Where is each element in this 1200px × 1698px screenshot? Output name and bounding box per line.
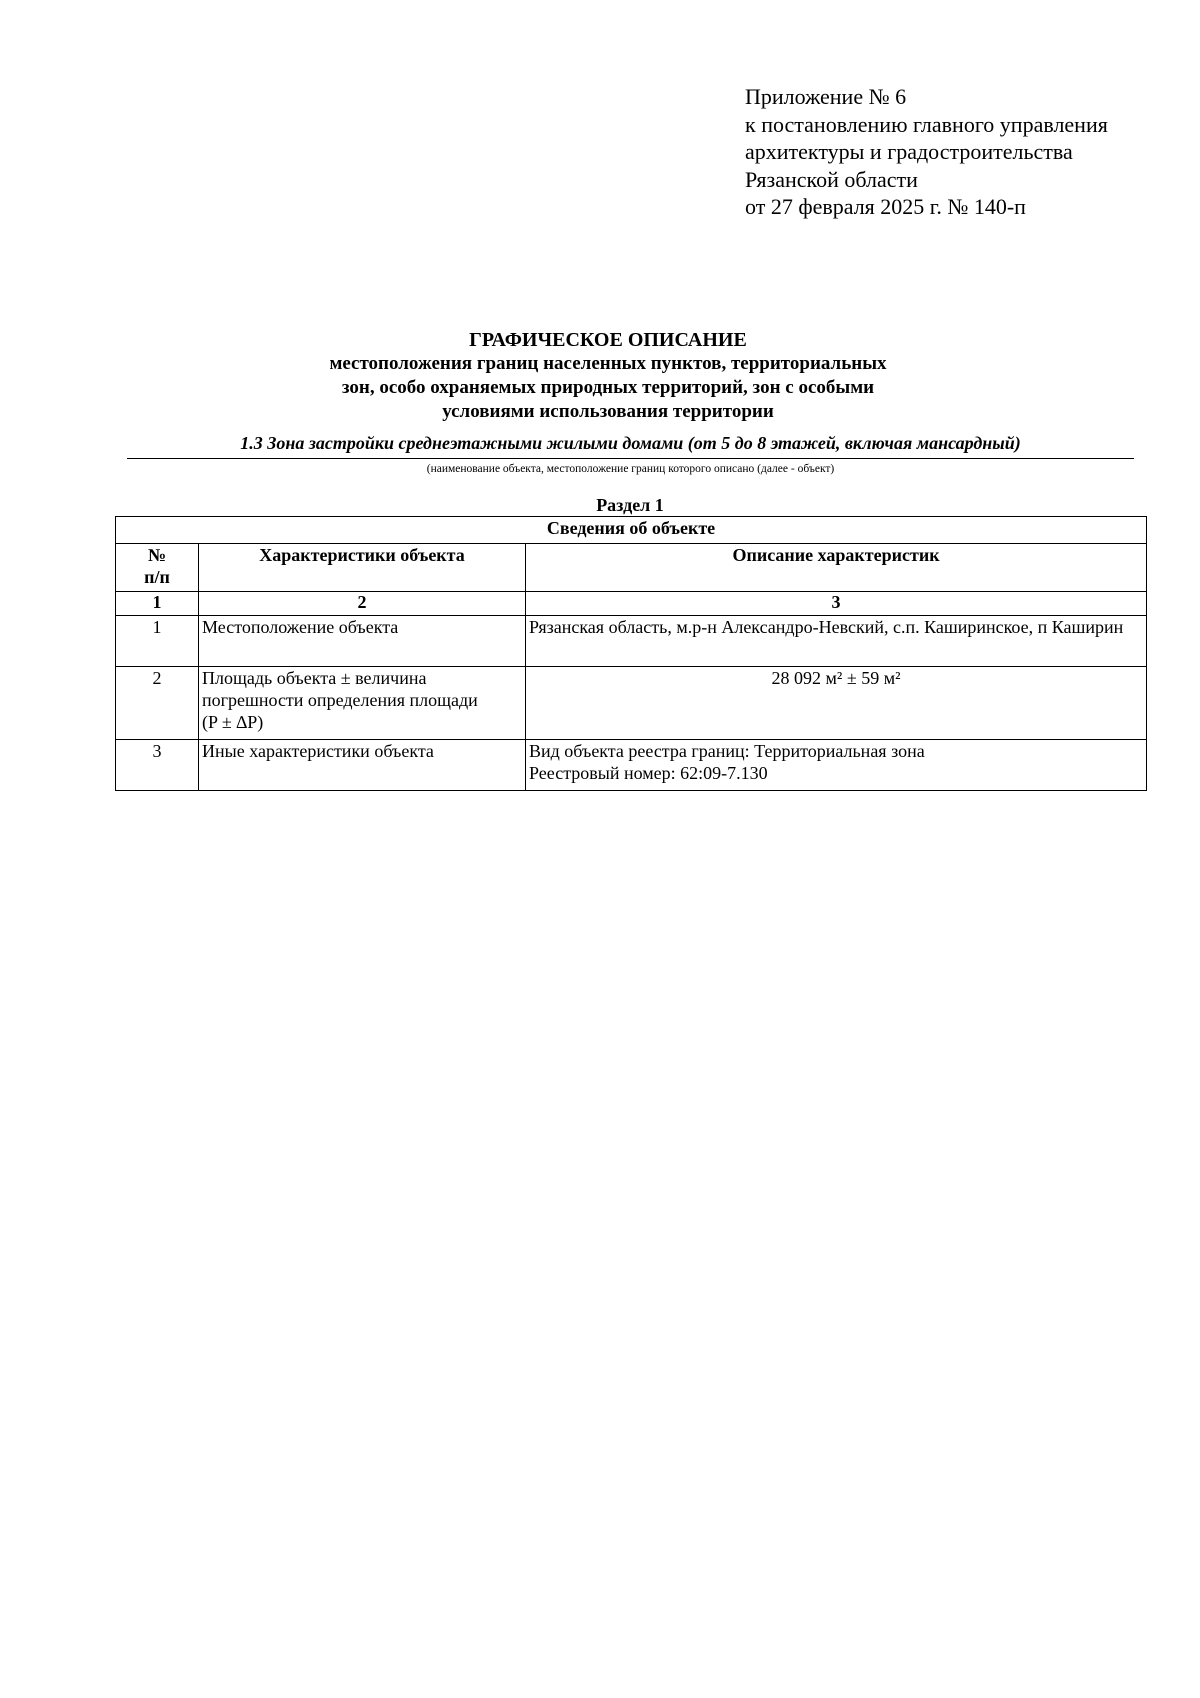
section-title: Раздел 1 bbox=[596, 495, 664, 515]
document-title-block bbox=[118, 328, 1098, 424]
header-characteristics: Характеристики объекта bbox=[199, 544, 526, 592]
table-row bbox=[116, 667, 1147, 740]
object-name: 1.3 Зона застройки среднеэтажными жилыми домами (от 5 до 8 этажей, включая мансардный) bbox=[240, 433, 1021, 453]
row-characteristic-line: Площадь объекта ± величина bbox=[202, 668, 427, 688]
header-num-line: № bbox=[147, 545, 167, 565]
object-name-underline bbox=[127, 458, 1134, 459]
header-num bbox=[116, 544, 199, 592]
column-number-row bbox=[116, 592, 1147, 616]
document-title: ГРАФИЧЕСКОЕ ОПИСАНИЕ bbox=[469, 329, 747, 351]
header-num-line: п/п bbox=[144, 567, 170, 587]
appendix-line: архитектуры и градостроительства bbox=[745, 139, 1073, 164]
document-subtitle-line: зон, особо охраняемых природных территорий, зон с особыми bbox=[341, 377, 875, 398]
object-info-table bbox=[115, 516, 1147, 791]
appendix-line: Приложение № 6 bbox=[745, 84, 907, 109]
column-number: 1 bbox=[116, 592, 199, 616]
row-characteristic bbox=[199, 667, 526, 740]
row-description: Рязанская область, м.р-н Александро-Невский, с.п. Каширинское, п Каширин bbox=[526, 616, 1147, 667]
table-header-row bbox=[116, 544, 1147, 592]
row-characteristic: Местоположение объекта bbox=[199, 616, 526, 667]
object-name-caption: (наименование объекта, местоположение границ которого описано (далее - объект) bbox=[426, 463, 835, 475]
table-caption-row bbox=[116, 517, 1147, 544]
row-description-line: Вид объекта реестра границ: Территориальная зона bbox=[529, 741, 925, 761]
table-row bbox=[116, 740, 1147, 791]
table-caption: Сведения об объекте bbox=[116, 517, 1147, 544]
row-number: 2 bbox=[116, 667, 199, 740]
row-number: 3 bbox=[116, 740, 199, 791]
row-characteristic-line: (P ± ∆P) bbox=[202, 712, 264, 732]
table-row bbox=[116, 616, 1147, 667]
row-number: 1 bbox=[116, 616, 199, 667]
row-description: 28 092 м² ± 59 м² bbox=[526, 667, 1147, 740]
appendix-line: Рязанской области bbox=[745, 166, 918, 192]
appendix-line: от 27 февраля 2025 г. № 140-п bbox=[745, 194, 1026, 219]
column-number: 2 bbox=[199, 592, 526, 616]
document-subtitle-line: условиями использования территории bbox=[442, 401, 774, 422]
column-number: 3 bbox=[526, 592, 1147, 616]
row-description-line: Реестровый номер: 62:09-7.130 bbox=[529, 763, 768, 783]
row-characteristic-line: погрешности определения площади bbox=[202, 690, 478, 710]
document-subtitle-line: местоположения границ населенных пунктов, территориальных bbox=[329, 353, 887, 374]
appendix-block bbox=[745, 83, 1108, 221]
row-characteristic: Иные характеристики объекта bbox=[199, 740, 526, 791]
appendix-line: к постановлению главного управления bbox=[745, 111, 1108, 137]
header-description: Описание характеристик bbox=[526, 544, 1147, 592]
row-description bbox=[526, 740, 1147, 791]
